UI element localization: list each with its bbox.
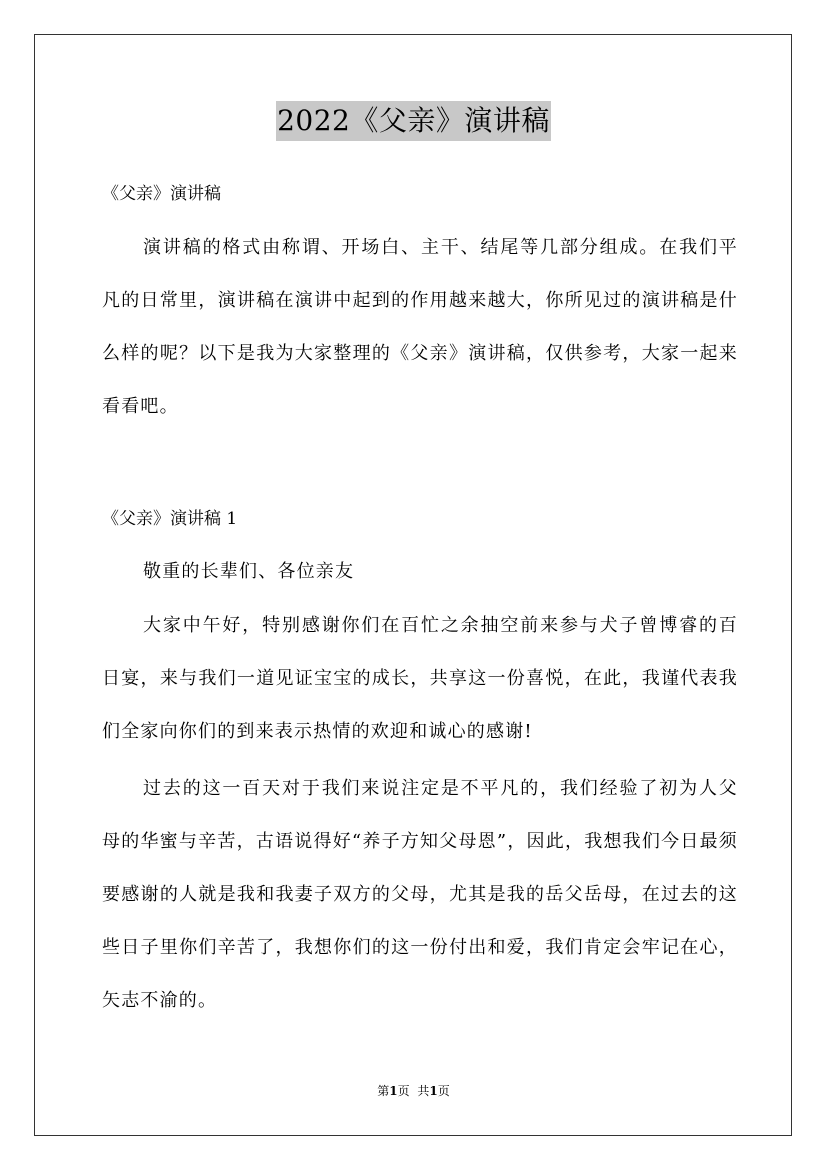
footer-total-pages: 1 (429, 1084, 438, 1098)
title-container (0, 101, 827, 141)
footer-page-prefix: 第 (377, 1084, 390, 1098)
body-paragraph-1: 大家中午好，特别感谢你们在百忙之余抽空前来参与犬子曾博睿的百日宴，来与我们一道见证宝宝的成长，共享这一份喜悦，在此，我谨代表我们全家向你们的到来表示热情的欢迎和诚心的感谢! (102, 615, 738, 742)
section-heading-1: 《父亲》演讲稿 (102, 184, 221, 204)
document-title: 2022《父亲》演讲稿 (276, 101, 551, 141)
body-paragraph-2: 过去的这一百天对于我们来说注定是不平凡的，我们经验了初为人父母的华蜜与辛苦，古语说得好“养子方知父母恩”，因此，我想我们今日最须要感谢的人就是我和我妻子双方的父母，尤其是我的岳父岳母，在过去的这些日子里你们辛苦了，我想你们的这一份付出和爱，我们肯定会牢记在心，矢志不渝的。 (102, 778, 738, 1011)
page-footer (0, 1083, 827, 1099)
footer-total-suffix: 页 (437, 1084, 450, 1098)
footer-page-number: 1 (389, 1084, 398, 1098)
footer-page-suffix: 页 (397, 1084, 410, 1098)
intro-paragraph: 演讲稿的格式由称谓、开场白、主干、结尾等几部分组成。在我们平凡的日常里，演讲稿在演讲中起到的作用越来越大，你所见过的演讲稿是什么样的呢？以下是我为大家整理的《父亲》演讲稿，仅供参考，大家一起来看看吧。 (102, 237, 738, 417)
footer-total-prefix: 共 (417, 1084, 430, 1098)
salutation-line: 敬重的长辈们、各位亲友 (143, 561, 355, 582)
section-heading-2: 《父亲》演讲稿 1 (102, 509, 238, 529)
